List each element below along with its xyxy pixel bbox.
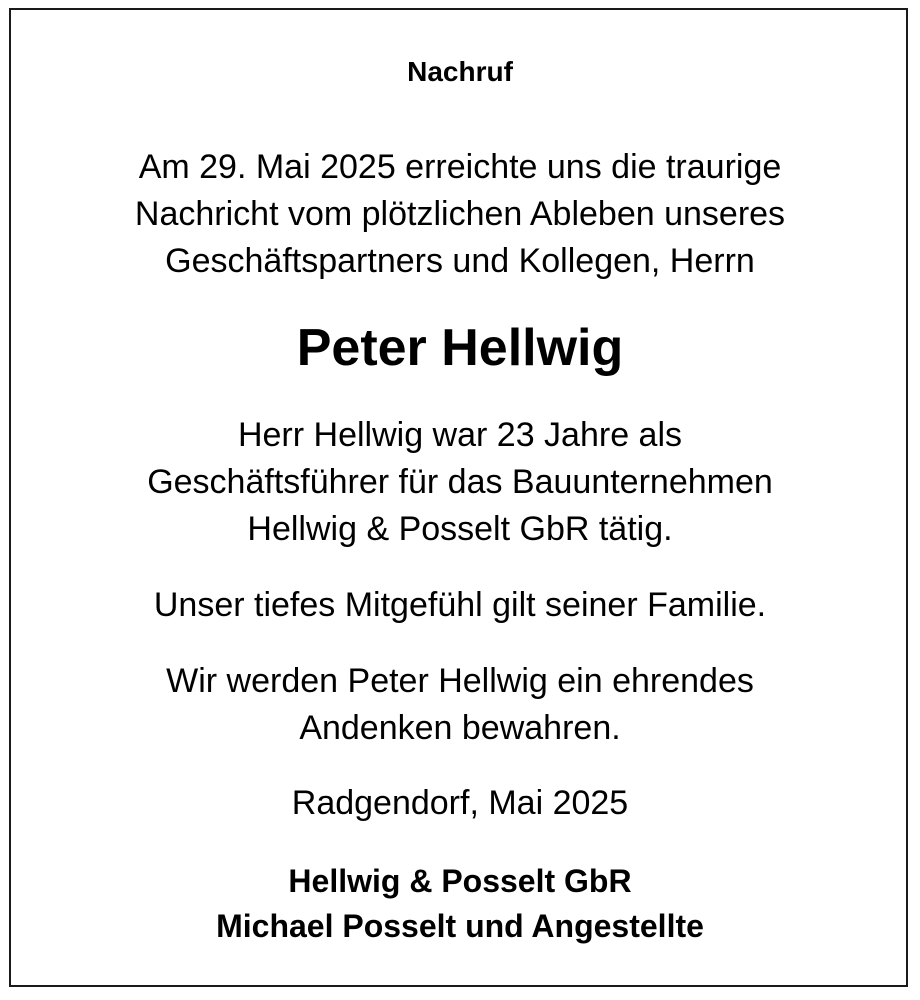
remembrance-line-2: Andenken bewahren. (299, 709, 621, 747)
intro-line-3: Geschäftspartners und Kollegen, Herrn (165, 242, 755, 280)
intro-line-1: Am 29. Mai 2025 erreichte uns die traurige (138, 148, 782, 186)
career-line-1: Herr Hellwig war 23 Jahre als (237, 416, 683, 454)
career-line-2: Geschäftsführer für das Bauunternehmen (147, 463, 773, 501)
notice-heading: Nachruf (407, 56, 513, 87)
place-date: Radgendorf, Mai 2025 (291, 784, 629, 822)
condolence-text: Unser tiefes Mitgefühl gilt seiner Familie. (153, 586, 767, 624)
remembrance-line-1: Wir werden Peter Hellwig ein ehrendes (166, 662, 754, 700)
intro-line-2: Nachricht vom plötzlichen Ableben unseres (134, 195, 786, 233)
deceased-name: Peter Hellwig (296, 319, 624, 377)
career-line-3: Hellwig & Posselt GbR tätig. (247, 510, 673, 548)
signature-company: Hellwig & Posselt GbR (288, 863, 632, 899)
signature-names: Michael Posselt und Angestellte (216, 908, 704, 944)
